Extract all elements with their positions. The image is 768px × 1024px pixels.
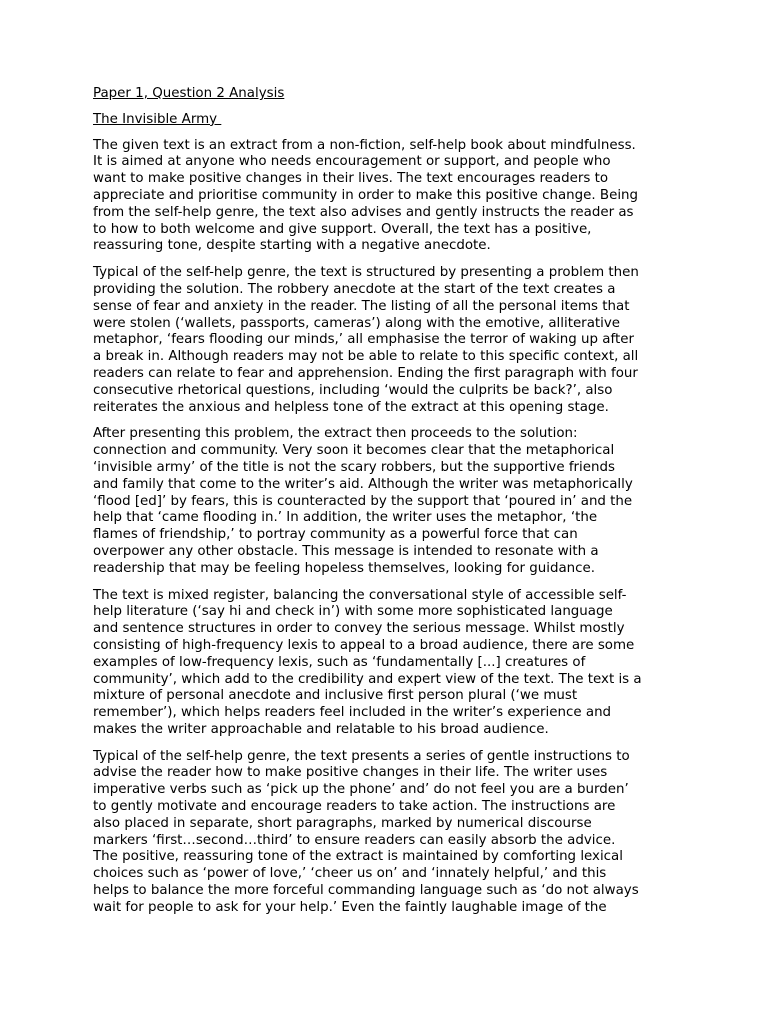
paragraph-line: makes the writer approachable and relatable to his broad audience.: [93, 721, 549, 737]
paragraph-line: appreciate and prioritise community in order to make this positive change. Being: [93, 187, 639, 203]
paragraph-line: help that ‘came flooding in.’ In addition, the writer uses the metaphor, ‘the: [93, 510, 598, 526]
paragraph-line: a break in. Although readers may not be able to relate to this specific context, all: [93, 349, 639, 365]
paragraph-line: The text is mixed register, balancing the conversational style of accessible self-: [93, 587, 627, 603]
paragraph-line: help literature (‘say hi and check in’) with some more sophisticated language: [93, 604, 613, 620]
paragraph-line: readership that may be feeling hopeless themselves, looking for guidance.: [93, 560, 596, 576]
paragraph-line: overpower any other obstacle. This message is intended to resonate with a: [93, 543, 599, 559]
body-paragraph: [93, 265, 678, 416]
body-paragraph: [93, 426, 678, 577]
paragraph-line: The given text is an extract from a non-fiction, self-help book about mindfulness.: [93, 137, 636, 153]
paragraph-line: markers ‘first…second…third’ to ensure readers can easily absorb the advice.: [93, 832, 616, 848]
paragraph-line: from the self-help genre, the text also advises and gently instructs the reader as: [93, 204, 634, 220]
document-page: [93, 86, 678, 927]
paragraph-line: mixture of personal anecdote and inclusive first person plural (‘we must: [93, 688, 578, 704]
paragraph-line: wait for people to ask for your help.’ Even the faintly laughable image of the: [93, 899, 607, 915]
paragraph-line: sense of fear and anxiety in the reader. The listing of all the personal items that: [93, 298, 630, 314]
paragraph-line: to gently motivate and encourage readers to take action. The instructions are: [93, 799, 616, 815]
paragraph-line: metaphor, ‘fears flooding our minds,’ all emphasise the terror of waking up after: [93, 332, 634, 348]
paragraph-line: ‘invisible army’ of the title is not the scary robbers, but the supportive friends: [93, 459, 615, 475]
paragraph-line: flames of friendship,’ to portray community as a powerful force that can: [93, 527, 578, 543]
paragraph-line: consisting of high-frequency lexis to appeal to a broad audience, there are some: [93, 637, 635, 653]
paragraph-line: to how to both welcome and give support. Overall, the text has a positive,: [93, 221, 592, 237]
paragraph-line: After presenting this problem, the extract then proceeds to the solution:: [93, 426, 578, 442]
paragraph-line: ‘flood [ed]’ by fears, this is counteracted by the support that ‘poured in’ and the: [93, 493, 633, 509]
paragraph-line: helps to balance the more forceful commanding language such as ‘do not always: [93, 883, 639, 899]
paragraph-line: consecutive rhetorical questions, including ‘would the culprits be back?’, also: [93, 382, 613, 398]
paragraph-line: want to make positive changes in their lives. The text encourages readers to: [93, 171, 609, 187]
body-paragraph: [93, 588, 678, 739]
page-title: Paper 1, Question 2 Analysis: [93, 86, 285, 101]
paragraph-line: imperative verbs such as ‘pick up the phone’ and’ do not feel you are a burden’: [93, 782, 629, 798]
paragraph-line: also placed in separate, short paragraphs, marked by numerical discourse: [93, 815, 592, 831]
paragraph-line: remember’), which helps readers feel included in the writer’s experience and: [93, 705, 612, 721]
paragraph-line: were stolen (‘wallets, passports, cameras’) along with the emotive, alliterative: [93, 315, 621, 331]
paragraph-line: community’, which add to the credibility and expert view of the text. The text is a: [93, 671, 642, 687]
document-body: [93, 138, 678, 917]
paragraph-line: reassuring tone, despite starting with a negative anecdote.: [93, 238, 491, 254]
paragraph-line: choices such as ‘power of love,’ ‘cheer us on’ and ‘innately helpful,’ and this: [93, 866, 607, 882]
paragraph-line: It is aimed at anyone who needs encouragement or support, and people who: [93, 154, 611, 170]
body-paragraph: [93, 749, 678, 917]
paragraph-line: and family that come to the writer’s aid. Although the writer was metaphorically: [93, 476, 633, 492]
body-paragraph: [93, 138, 678, 256]
paragraph-line: Typical of the self-help genre, the text is structured by presenting a problem then: [93, 265, 639, 281]
paragraph-line: readers can relate to fear and apprehension. Ending the first paragraph with four: [93, 365, 638, 381]
paragraph-line: and sentence structures in order to convey the serious message. Whilst mostly: [93, 621, 625, 637]
paragraph-line: Typical of the self-help genre, the text presents a series of gentle instructions to: [93, 748, 630, 764]
paragraph-line: connection and community. Very soon it becomes clear that the metaphorical: [93, 443, 615, 459]
paragraph-line: The positive, reassuring tone of the extract is maintained by comforting lexical: [93, 849, 623, 865]
paragraph-line: reiterates the anxious and helpless tone of the extract at this opening stage.: [93, 399, 609, 415]
paragraph-line: advise the reader how to make positive changes in their life. The writer uses: [93, 765, 608, 781]
paragraph-line: examples of low-frequency lexis, such as ‘fundamentally [...] creatures of: [93, 654, 586, 670]
page-subtitle: The Invisible Army: [93, 111, 222, 127]
paragraph-line: providing the solution. The robbery anecdote at the start of the text creates a: [93, 281, 616, 297]
